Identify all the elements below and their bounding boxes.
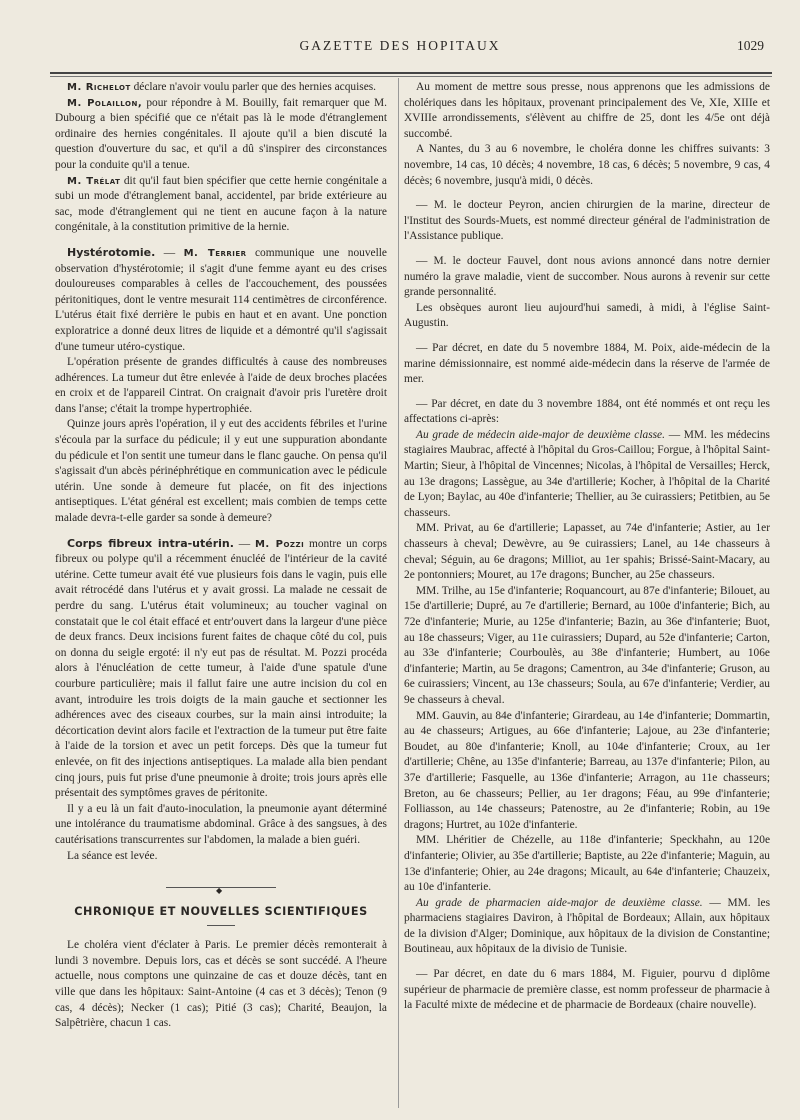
separator-ornament: ◆ bbox=[216, 886, 223, 896]
paragraph-polaillon bbox=[55, 96, 387, 174]
paragraph: — M. le docteur Fauvel, dont nous avions annoncé dans notre dernier numéro la grave maladie, vient de succomber. Nous aurons à revenir sur cette grande personnalité. bbox=[404, 254, 770, 299]
seance-close: La séance est levée. bbox=[67, 849, 158, 862]
speaker-name: M. Polaillon, bbox=[67, 97, 143, 109]
paragraph: Au moment de mettre sous presse, nous apprenons que les admissions de cholériques dans les hôpitaux, provenant principalement des Ve, XIe, XIIIe et XVIIIe arrondissements, s'élèvent au chiffre de 25, dont les 4/5e ont déjà succombé. bbox=[404, 81, 770, 140]
section-title: Hystérotomie. bbox=[67, 245, 156, 259]
paragraph: MM. Trilhe, au 15e d'infanterie; Roquancourt, au 87e d'infanterie; Bilouet, au 15e d'artillerie; Dupré, au 7e d'artillerie; Bernard, au 100e d'infanterie; Bich, au 72e d'infanterie; Murie, au 125e d'infanterie; Bazin, au 36e d'infanterie; Buot, au 18e chasseurs; Viger, au 11e cuirassiers; Dupard, au 52e d'infanterie; Carton, au 33e d'infanterie; Courboulès, au 38e d'infanterie; Humbert, au 106e d'infanterie; Martin, au 5e dragons; Camentron, au 34e d'infanterie; Gruson, au 6e cuirassiers; Vincent, au 13e chasseurs; Soula, au 67e d'infanterie; Verdier, au 9e chasseurs à cheval. bbox=[404, 584, 770, 706]
header-rule-thin bbox=[50, 76, 772, 77]
paragraph: MM. Gauvin, au 84e d'infanterie; Girardeau, au 14e d'infanterie; Dommartin, au 4e chasseurs; Artigues, au 66e d'infanterie; Lajoue, au 23e d'infanterie; Boudet, au 80e d'infanterie; Knoll, au 104e d'infanterie; Croux, au 1er d'artillerie; Chêne, au 135e d'infanterie; Barreau, au 137e d'infanterie; Pilon, au 37e d'artillerie; Fasquelle, au 136e d'infanterie; Arragon, au 11e chasseurs; Breton, au 6e chasseurs; Pellier, au 1er dragons; Féau, au 99e d'infanterie; Folliasson, au 14e chasseurs; Patenostre, au 2e d'infanterie; Robin, au 19e dragons; Hurtret, au 102e d'infanterie. bbox=[404, 709, 770, 831]
section-separator bbox=[55, 878, 387, 894]
paragraph: Quinze jours après l'opération, il y eut des accidents fébriles et l'urine s'écoula par la surface du pédicule; il y eut une suppuration abondante du pédicule et l'on sentit une tumeur dans le flanc gauche. On pensa qu'il s'agissait d'un abcès périnéphrétique en communication avec le pédicule utérin. Une sonde à demeure fut placée, on fit des injections antiseptiques. L'état général est excellent; mais combien de temps cette malade devra-t-elle garder sa sonde à demeure? bbox=[55, 418, 387, 525]
paragraph-text: — MM. les pharmaciens stagiaires Daviron, à l'hôpital de Bordeaux; Allain, aux hôpitaux de la division d'Alger; Dominique, aux hôpitaux de la division de Constantine; Boutineau, aux hôpitaux de la divisio de Tunisie. bbox=[404, 896, 770, 956]
paragraph: — Par décret, en date du 6 mars 1884, M. Figuier, pourvu d diplôme supérieur de pharmacie de première classe, est nomm professeur de pharmacie à la Faculté mixte de médecine et de pharmacie de Bordeaux (chaire nouvelle). bbox=[404, 968, 770, 1012]
separator-rule bbox=[166, 886, 276, 896]
title-rule bbox=[207, 925, 235, 926]
paragraph: — M. le docteur Peyron, ancien chirurgien de la marine, directeur de l'Institut des Sourds-Muets, est nommé directeur général de l'administration de l'Assistance publique. bbox=[404, 199, 770, 243]
speaker-name: M. Pozzi bbox=[254, 538, 305, 550]
grade-heading: Au grade de médecin aide-major de deuxième classe. bbox=[416, 428, 665, 441]
paragraph-richelot bbox=[55, 80, 387, 96]
paragraph-text: montre un corps fibreux ou polype qu'il a récemment énucléé de l'intérieur de la cavité utérine. Cette tumeur avait été vue plusieurs fois dans le vagin, puis elle avait rétrocédé dans l'utérus et y avait grossi. La malade ne cessait de perdre du sang. L'utérus était volumineux; au toucher vaginal on constatait que le col était effacé et entr'ouvert dans la largeur d'une pièce de deux francs. Deux incisions furent faites de chaque côté du col, puis on donna du seigle ergoté: il n'y eut pas de résultat. M. Pozzi procéda alors à l'énucléation de cette tumeur, à l'aide d'une spatule d'une courbure particulière; mais il fallut faire une autre incision du col en avant, introduire les trois doigts de la main gauche et sectionner les adhérences avec des ciseaux courbes, sur la main ainsi introduite; la décortication devint alors facile et l'extraction de la tumeur put être faite à l'aide de la torsion et avec un petit forceps. Dès que la tumeur fut enlevée, on fit des injections antiseptiques. La malade alla bien pendant cinq jours, puis fut prise d'une pneumonie à droite; trois jours après elle présentait des symptômes graves de péritonite. bbox=[55, 537, 387, 800]
section-hysterotomie: Hystérotomie. — M. Terrier communique une nouvelle observation d'hystérotomie; il s'agit d'une femme ayant eu des crises douloureuses comparables à celles de l'accouchement, des poussées péritonitiques, dont le ventre mesurait 114 centimètres de circonférence. L'utérus était fixé derrière le pubis en haut et en avant. Une ponction exploratrice a donné deux litres de liquide et a démontré qu'il s'agissait d'une tumeur utéro-cystique. bbox=[55, 245, 387, 353]
speaker-name: M. Trélat bbox=[67, 175, 121, 187]
right-column bbox=[404, 80, 770, 1100]
paragraph-trelat bbox=[55, 174, 387, 236]
paragraph: — Par décret, en date du 5 novembre 1884, M. Poix, aide-médecin de la marine démissionnaire, est nommé aide-médecin dans la réserve de l'armée de mer. bbox=[404, 341, 770, 386]
paragraph: Il y a eu là un fait d'auto-inoculation, la pneumonie ayant déterminé une intolérance du traumatisme abdominal. Grâce à des sangsues, à des cautérisations transcurrentes sur l'abdomen, la malade a bien guéri. bbox=[55, 802, 387, 846]
section-corps-fibreux: Corps fibreux intra-utérin. — M. Pozzi montre un corps fibreux ou polype qu'il a récemment énucléé de l'intérieur de la cavité utérine. Cette tumeur avait été vue plusieurs fois dans le vagin, puis elle avait rétrocédé dans l'utérus et y avait grossi. La malade ne cessait de perdre du sang. L'utérus était volumineux; au toucher vaginal on constatait que le col était effacé et entr'ouvert dans la largeur d'une pièce de deux francs. Deux incisions furent faites de chaque côté du col, puis on donna du seigle ergoté: il n'y eut pas de résultat. M. Pozzi procéda alors à l'énucléation de cette tumeur, à l'aide d'une spatule d'une courbure particulière; mais il fallut faire une autre incision du col en avant, introduire les trois doigts de la main gauche et sectionner les adhérences avec des ciseaux courbes, sur la main ainsi introduite; la décortication devint alors facile et l'extraction de la tumeur put être faite à l'aide de la torsion et avec un petit forceps. Dès que la tumeur fut enlevée, on fit des injections antiseptiques. La malade alla bien pendant cinq jours, puis fut prise d'une pneumonie à droite; trois jours après elle présentait des symptômes graves de péritonite. bbox=[55, 536, 387, 800]
paragraph: MM. Lhéritier de Chézelle, au 118e d'infanterie; Speckhahn, au 120e d'infanterie; Olivier, au 35e d'artillerie; Baptiste, au 22e d'infanterie; Maguin, au 13e d'infanterie; Ohier, au 24e dragons; Micault, au 64e d'infanterie; Chauzeix, au 10e d'infanterie. bbox=[404, 834, 770, 894]
paragraph: MM. Privat, au 6e d'artillerie; Lapasset, au 74e d'infanterie; Astier, au 1er chasseurs à cheval; Dewèvre, au 9e cuirassiers; Lanel, au 14e chasseurs à cheval; Séguin, au 6e dragons; Milliot, au 1er spahis; Brissé-Saint-Macary, au 2e pontonniers; Mouret, au 17e dragons; Buncher, au 25e chasseurs. bbox=[404, 522, 770, 582]
journal-title: GAZETTE DES HOPITAUX bbox=[299, 38, 501, 53]
paragraph: A Nantes, du 3 au 6 novembre, le choléra donne les chiffres suivants: 3 novembre, 14 cas, 10 décès; 4 novembre, 18 cas, 6 décès; 5 novembre, 9 cas, 4 décès; 6 novembre, jusqu'à midi, 0 décès. bbox=[404, 143, 770, 187]
grade-heading: Au grade de pharmacien aide-major de deuxième classe. bbox=[416, 896, 703, 909]
paragraph: — Par décret, en date du 3 novembre 1884, ont été nommés et ont reçu les affectations ci-après: bbox=[404, 397, 770, 426]
chronique-title: CHRONIQUE ET NOUVELLES SCIENTIFIQUES bbox=[74, 904, 368, 918]
speaker-name: M. Richelot bbox=[67, 82, 131, 93]
paragraph-text: déclare n'avoir voulu parler que des hernies acquises. bbox=[133, 81, 377, 93]
page-number: 1029 bbox=[737, 38, 764, 53]
paragraph: L'opération présente de grandes difficultés à cause des nombreuses adhérences. La tumeur dut être enlevée à l'aide de deux broches placées en croix et de l'appareil Cintrat. On craignait d'avoir pris l'uretère droit dans l'anse; c'était la trompe hypertrophiée. bbox=[55, 356, 387, 415]
paragraph-text: communique une nouvelle observation d'hystérotomie; il s'agit d'une femme ayant eu des crises douloureuses comparables à celles de l'accouchement, des poussées péritonitiques, dont le ventre mesurait 114 centimètres de circonférence. L'utérus était fixé derrière le pubis en haut et en avant. Une ponction exploratrice a donné deux litres de liquide et a démontré qu'il s'agissait d'une tumeur utéro-cystique. bbox=[55, 246, 387, 353]
paragraph-cholera: Le choléra vient d'éclater à Paris. Le premier décès remonterait à lundi 3 novembre. Depuis lors, cas et décès se sont succédé. A l'heure actuelle, nous comptons une quinzaine de cas et douze décès, tant en ville que dans les hôpitaux: Saint-Antoine (4 cas et 3 décès); Tenon (9 cas, 4 décès); Necker (1 cas); Pitié (3 cas); Charité, Beaujon, la Salpêtrière, chacun 1 cas. bbox=[55, 939, 387, 1030]
paragraph-text: — MM. les médecins stagiaires Maubrac, affecté à l'hôpital du Gros-Caillou; Forgue, à l'hôpital Saint-Martin; Sieur, à l'hôpital de Vincennes; Nicolas, à l'hôpital de Versailles; Herck, au 13e dragons; Lassègue, au 34e d'artillerie; Kocher, à l'hôpital de la Charité de Lyon; Baylac, au 40e d'infanterie; Thellier, au 3e cuirassiers; Petitbien, au 5e chasseurs. bbox=[404, 428, 770, 519]
paragraph-text: dit qu'il faut bien spécifier que cette hernie congénitale a subi un mode d'étranglement banal, accidentel, par bride extérieure au sac, mode d'étranglement qui ne tient en aucune façon à la nature congénitale, à la constitution primitive de la hernie. bbox=[55, 174, 387, 234]
header-rule bbox=[50, 72, 772, 74]
paragraph: Les obsèques auront lieu aujourd'hui samedi, à midi, à l'église Saint-Augustin. bbox=[404, 301, 770, 330]
speaker-name: M. Terrier bbox=[183, 247, 247, 259]
paragraph-pharmaciens bbox=[404, 896, 770, 958]
paragraph-medecins bbox=[404, 428, 770, 522]
left-column bbox=[55, 80, 387, 1100]
column-divider bbox=[398, 78, 399, 1108]
paragraph-text: pour répondre à M. Bouilly, fait remarquer que M. Dubourg a bien spécifié que ce n'était pas là le mode d'étranglement ordinaire des hernies congénitales. Il ajoute qu'il a bien discuté la question d'ouverture du sac, et qu'il a dû s'inspirer des circonstances pour la conduite qu'il a tenue. bbox=[55, 96, 387, 171]
section-title: Corps fibreux intra-utérin. bbox=[67, 536, 234, 550]
